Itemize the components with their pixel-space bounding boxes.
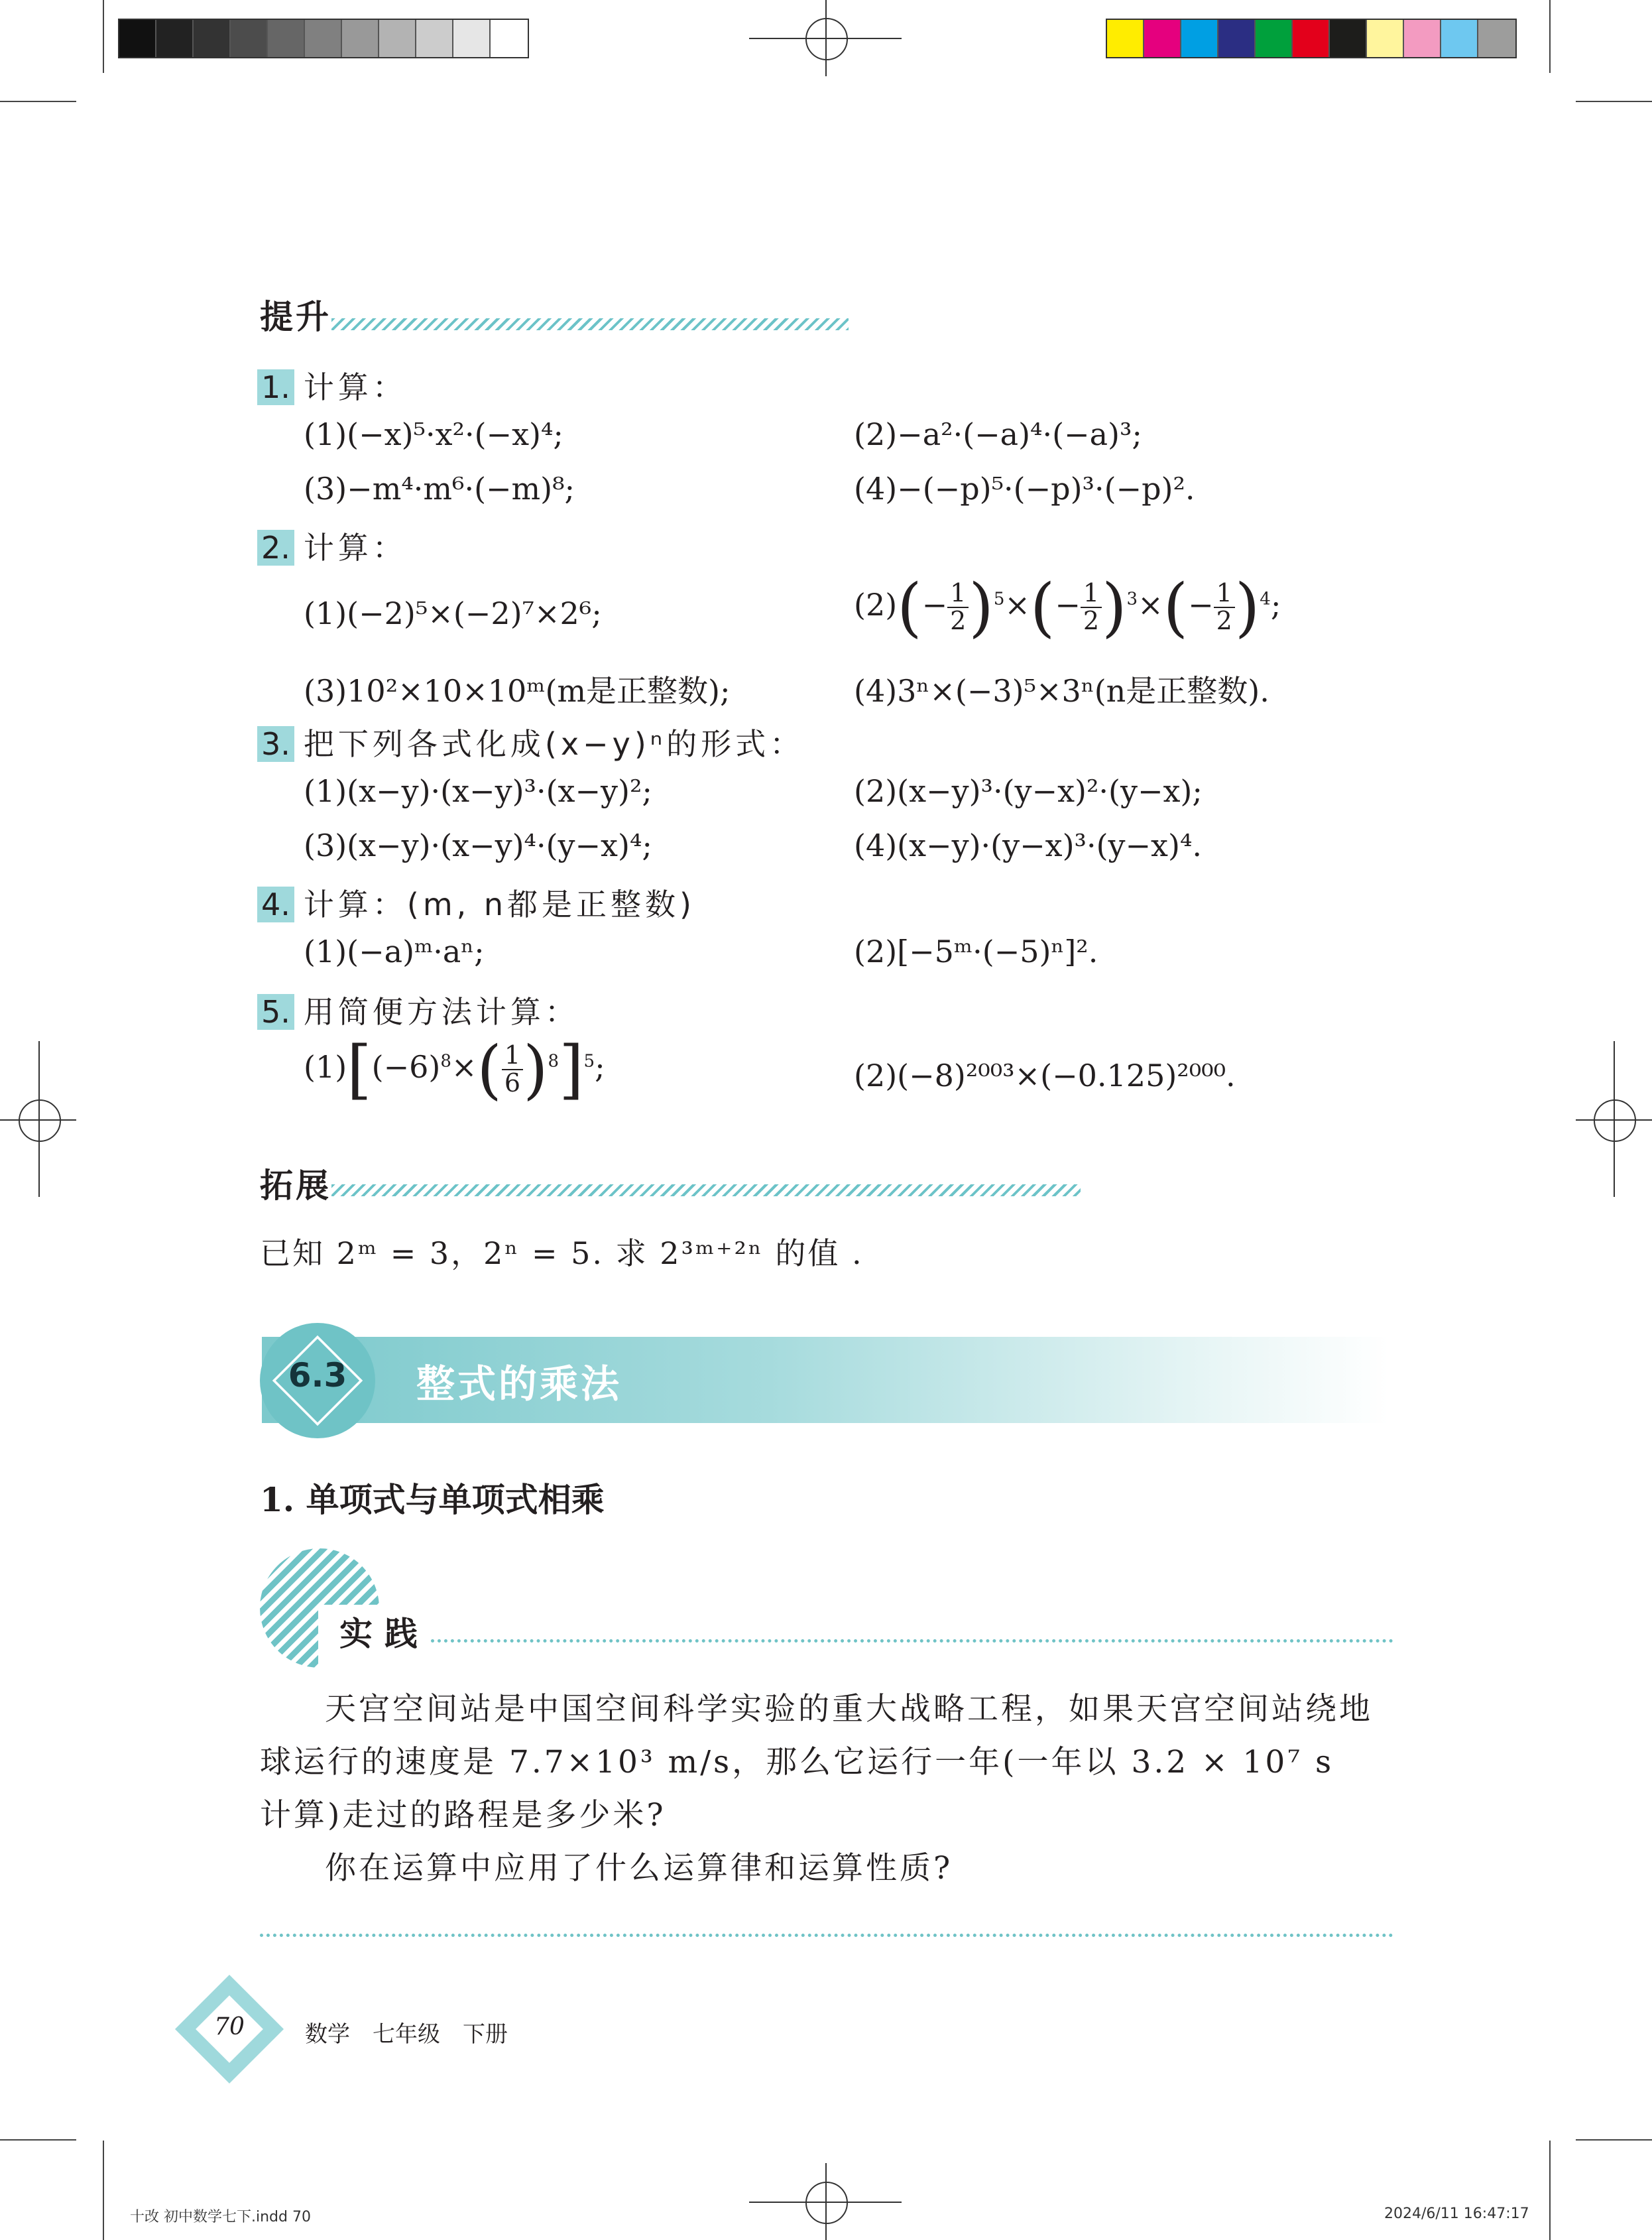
question-1 bbox=[257, 363, 407, 407]
title-hatch-decoration bbox=[331, 318, 849, 330]
q1-item-4: (4)−(−p)⁵·(−p)³·(−p)². bbox=[854, 471, 1195, 507]
crop-mark bbox=[0, 101, 76, 102]
q3-item-2: (2)(x−y)³·(y−x)²·(y−x); bbox=[854, 773, 1203, 809]
crop-mark bbox=[1549, 2141, 1551, 2240]
slug-timestamp: 2024/6/11 16:47:17 bbox=[1384, 2206, 1529, 2222]
q2-item-3: (3)10²×10×10ᵐ(m是正整数); bbox=[304, 673, 731, 709]
grayscale-swatches bbox=[118, 19, 529, 58]
section-title: 整式的乘法 bbox=[416, 1361, 622, 1406]
q2-item-4: (4)3ⁿ×(−3)⁵×3ⁿ(n是正整数). bbox=[854, 673, 1269, 709]
question-4 bbox=[257, 881, 695, 924]
question-label: 用简便方法计算： bbox=[303, 994, 579, 1030]
dotted-divider bbox=[260, 1934, 1393, 1937]
section-title-tisheng: 提升 bbox=[260, 298, 331, 336]
q4-item-2: (2)[−5ᵐ·(−5)ⁿ]². bbox=[854, 934, 1098, 969]
slug-filename: 十改 初中数学七下.indd 70 bbox=[130, 2209, 311, 2225]
question-number: 3. bbox=[257, 726, 294, 762]
q1-item-2: (2)−a²·(−a)⁴·(−a)³; bbox=[854, 416, 1142, 452]
crop-mark bbox=[103, 0, 104, 73]
question-label: 计算：(m, n都是正整数) bbox=[303, 887, 695, 922]
q5-item-1: $(1)[(-6)^8\times$( $\frac{1}{6}$ )$^8$]$^5$; bbox=[304, 1032, 605, 1107]
color-swatches bbox=[1106, 19, 1517, 58]
crop-mark bbox=[1576, 101, 1652, 102]
registration-mark bbox=[805, 18, 848, 60]
q5-item-2: (2)(−8)²⁰⁰³×(−0.125)²⁰⁰⁰. bbox=[854, 1058, 1236, 1093]
book-title: 数学 七年级 下册 bbox=[305, 2021, 508, 2048]
practice-label: 实践 bbox=[339, 1615, 430, 1653]
q3-item-3: (3)(x−y)·(x−y)⁴·(y−x)⁴; bbox=[304, 828, 652, 863]
crop-mark bbox=[103, 2141, 104, 2240]
question-number: 5. bbox=[257, 994, 294, 1030]
section-number: 6.3 bbox=[288, 1356, 347, 1395]
q4-item-1: (1)(−a)ᵐ·aⁿ; bbox=[304, 934, 485, 969]
q1-item-1: (1)(−x)⁵·x²·(−x)⁴; bbox=[304, 416, 563, 452]
title-hatch-decoration bbox=[331, 1184, 1081, 1196]
question-5 bbox=[257, 988, 579, 1032]
registration-mark bbox=[19, 1099, 61, 1142]
question-label: 计算： bbox=[303, 369, 407, 405]
section-title-tuozhan: 拓展 bbox=[260, 1166, 331, 1205]
registration-mark bbox=[1594, 1099, 1636, 1142]
crop-mark bbox=[0, 2139, 76, 2141]
subsection-heading: 1. 单项式与单项式相乘 bbox=[260, 1480, 605, 1519]
q2-item-2: (2)(− $\frac{1}{2}$ )$^5$×(− $\frac{1}{2}$ )$^3$×(− $\frac{1}{2}$ )$^4$; bbox=[854, 570, 1281, 645]
question-number: 1. bbox=[257, 369, 294, 405]
q3-item-1: (1)(x−y)·(x−y)³·(x−y)²; bbox=[304, 773, 652, 809]
q3-item-4: (4)(x−y)·(y−x)³·(y−x)⁴. bbox=[854, 828, 1203, 863]
q2-item-1: (1)(−2)⁵×(−2)⁷×2⁶; bbox=[304, 595, 602, 631]
question-label: 把下列各式化成(x−y)ⁿ的形式： bbox=[303, 726, 805, 762]
question-3 bbox=[257, 720, 804, 764]
question-label: 计算： bbox=[303, 530, 407, 566]
dotted-divider bbox=[431, 1639, 1393, 1643]
practice-paragraph-2: 你在运算中应用了什么运算律和运算性质? bbox=[325, 1850, 953, 1887]
q1-item-3: (3)−m⁴·m⁶·(−m)⁸; bbox=[304, 471, 575, 507]
practice-paragraph-1: 天宫空间站是中国空间科学实验的重大战略工程，如果天宫空间站绕地球运行的速度是 7.7×10³ m/s，那么它运行一年(一年以 3.2 × 10⁷ s 计算)走过的路程是多少米? bbox=[260, 1691, 1373, 1834]
crop-mark bbox=[1549, 0, 1551, 73]
crop-mark bbox=[1576, 2139, 1652, 2141]
registration-mark bbox=[805, 2182, 848, 2224]
tuozhan-problem: 已知 2ᵐ = 3，2ⁿ = 5. 求 2³ᵐ⁺²ⁿ 的值 . bbox=[260, 1235, 864, 1271]
page-number: 70 bbox=[214, 2013, 245, 2040]
question-number: 2. bbox=[257, 530, 294, 566]
question-number: 4. bbox=[257, 887, 294, 922]
question-2 bbox=[257, 524, 407, 568]
